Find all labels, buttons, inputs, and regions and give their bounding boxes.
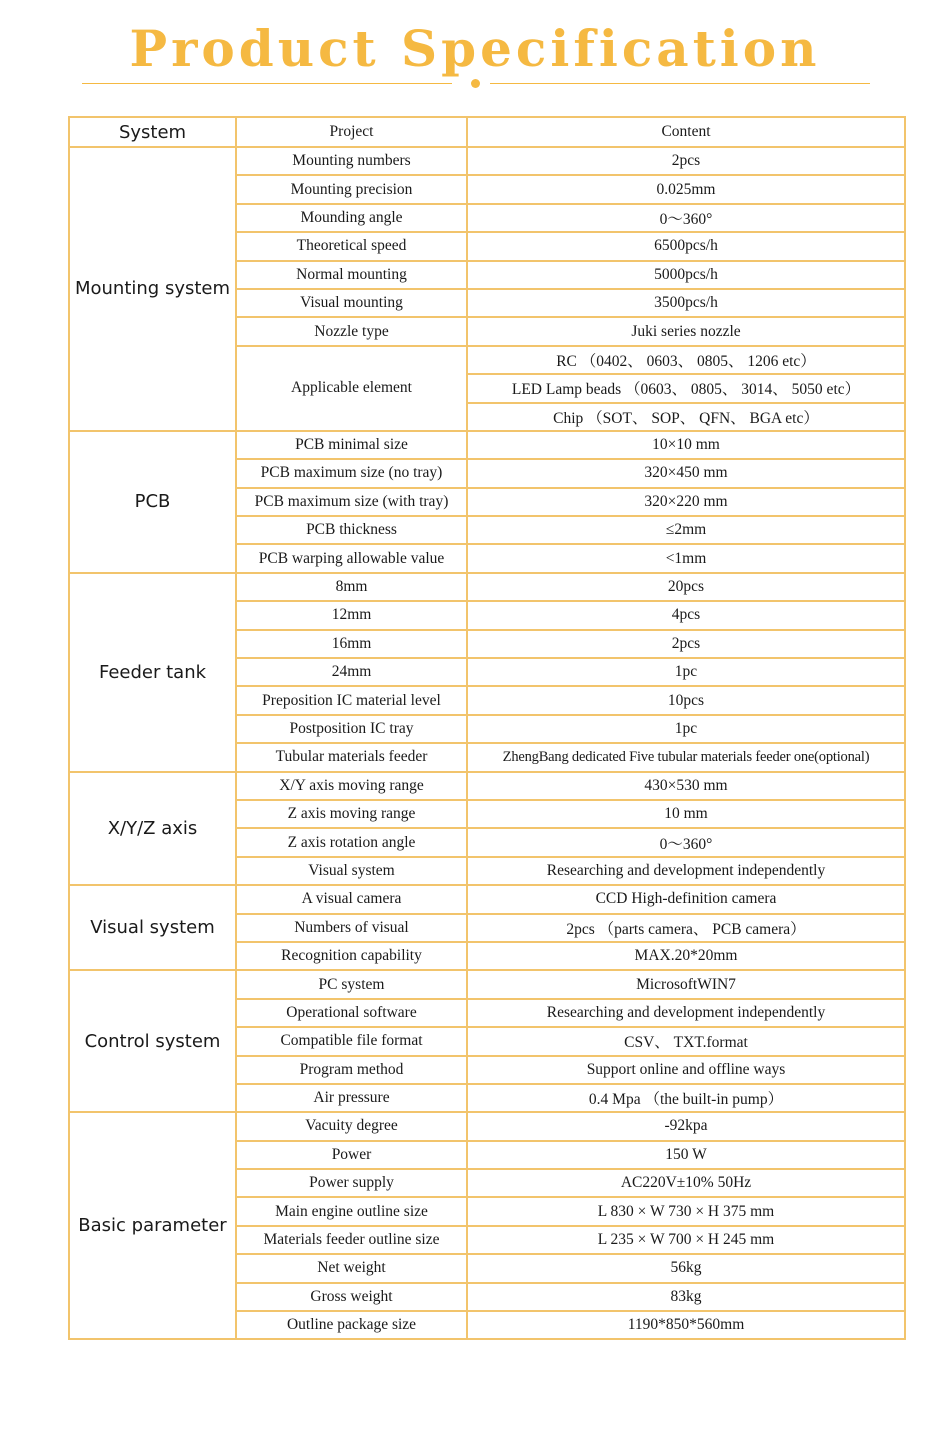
project-cell: Mounting precision — [236, 175, 467, 203]
project-cell: Recognition capability — [236, 942, 467, 970]
table-header-row — [69, 117, 905, 147]
table-row — [69, 885, 905, 913]
content-cell: <1mm — [467, 544, 905, 572]
project-cell: PCB minimal size — [236, 431, 467, 459]
content-cell: Researching and development independently — [467, 999, 905, 1027]
table-row — [69, 772, 905, 800]
project-cell: PCB maximum size (no tray) — [236, 459, 467, 487]
project-cell: 8mm — [236, 573, 467, 601]
content-cell: L 235 × W 700 × H 245 mm — [467, 1226, 905, 1254]
system-cell: Visual system — [69, 885, 236, 970]
project-cell: 12mm — [236, 601, 467, 629]
content-cell: MicrosoftWIN7 — [467, 970, 905, 998]
content-cell: 1pc — [467, 715, 905, 743]
project-cell: Net weight — [236, 1254, 467, 1282]
project-cell: Vacuity degree — [236, 1112, 467, 1140]
content-cell: 10 mm — [467, 800, 905, 828]
content-cell: 10×10 mm — [467, 431, 905, 459]
project-cell: Gross weight — [236, 1283, 467, 1311]
project-cell: Applicable element — [236, 346, 467, 431]
content-cell: ≤2mm — [467, 516, 905, 544]
table-row — [69, 431, 905, 459]
content-cell: Researching and development independently — [467, 857, 905, 885]
specification-table-body — [69, 117, 905, 1339]
project-cell: A visual camera — [236, 885, 467, 913]
project-cell: Mounting numbers — [236, 147, 467, 175]
column-header-content: Content — [467, 117, 905, 147]
specification-table — [68, 116, 906, 1340]
content-cell: MAX.20*20mm — [467, 942, 905, 970]
content-cell: CCD High-definition camera — [467, 885, 905, 913]
project-cell: Visual system — [236, 857, 467, 885]
project-cell: 16mm — [236, 630, 467, 658]
project-cell: Program method — [236, 1056, 467, 1084]
project-cell: Tubular materials feeder — [236, 743, 467, 771]
content-cell: 1pc — [467, 658, 905, 686]
project-cell: Power supply — [236, 1169, 467, 1197]
table-row — [69, 970, 905, 998]
content-cell: Support online and offline ways — [467, 1056, 905, 1084]
content-cell: 150 W — [467, 1141, 905, 1169]
content-cell: 83kg — [467, 1283, 905, 1311]
project-cell: Compatible file format — [236, 1027, 467, 1055]
system-cell: X/Y/Z axis — [69, 772, 236, 886]
project-cell: PC system — [236, 970, 467, 998]
content-cell: Chip （SOT、 SOP、 QFN、 BGA etc） — [467, 403, 905, 431]
content-cell: 2pcs — [467, 147, 905, 175]
project-cell: Nozzle type — [236, 317, 467, 345]
content-cell: 2pcs （parts camera、 PCB camera） — [467, 914, 905, 942]
content-cell: 0～360° — [467, 828, 905, 856]
content-cell: ZhengBang dedicated Five tubular materials feeder one(optional) — [467, 743, 905, 771]
title-divider-right — [490, 83, 870, 84]
project-cell: Postposition IC tray — [236, 715, 467, 743]
content-cell: 430×530 mm — [467, 772, 905, 800]
project-cell: Numbers of visual — [236, 914, 467, 942]
project-cell: Visual mounting — [236, 289, 467, 317]
project-cell: Air pressure — [236, 1084, 467, 1112]
content-cell: 56kg — [467, 1254, 905, 1282]
table-row — [69, 1112, 905, 1140]
project-cell: Outline package size — [236, 1311, 467, 1339]
column-header-project: Project — [236, 117, 467, 147]
project-cell: PCB thickness — [236, 516, 467, 544]
column-header-system: System — [69, 117, 236, 147]
content-cell: RC （0402、 0603、 0805、 1206 etc） — [467, 346, 905, 374]
content-cell: 4pcs — [467, 601, 905, 629]
system-cell: Feeder tank — [69, 573, 236, 772]
content-cell: 5000pcs/h — [467, 261, 905, 289]
project-cell: PCB maximum size (with tray) — [236, 488, 467, 516]
content-cell: 320×450 mm — [467, 459, 905, 487]
content-cell: 3500pcs/h — [467, 289, 905, 317]
content-cell: LED Lamp beads （0603、 0805、 3014、 5050 etc） — [467, 374, 905, 402]
content-cell: AC220V±10% 50Hz — [467, 1169, 905, 1197]
system-cell: Basic parameter — [69, 1112, 236, 1339]
content-cell: 10pcs — [467, 686, 905, 714]
project-cell: Z axis moving range — [236, 800, 467, 828]
table-row — [69, 147, 905, 175]
title-divider-left — [82, 83, 452, 84]
project-cell: Theoretical speed — [236, 232, 467, 260]
content-cell: 0.025mm — [467, 175, 905, 203]
content-cell: 0.4 Mpa （the built-in pump） — [467, 1084, 905, 1112]
title-divider-dot — [471, 79, 480, 88]
content-cell: 320×220 mm — [467, 488, 905, 516]
project-cell: Power — [236, 1141, 467, 1169]
project-cell: X/Y axis moving range — [236, 772, 467, 800]
project-cell: Z axis rotation angle — [236, 828, 467, 856]
content-cell: 0～360° — [467, 204, 905, 232]
project-cell: Preposition IC material level — [236, 686, 467, 714]
project-cell: Normal mounting — [236, 261, 467, 289]
page-title: Product Specification — [129, 19, 821, 78]
project-cell: Mounding angle — [236, 204, 467, 232]
content-cell: -92kpa — [467, 1112, 905, 1140]
system-cell: Mounting system — [69, 147, 236, 431]
project-cell: Main engine outline size — [236, 1197, 467, 1225]
content-cell: 1190*850*560mm — [467, 1311, 905, 1339]
content-cell: 2pcs — [467, 630, 905, 658]
content-cell: L 830 × W 730 × H 375 mm — [467, 1197, 905, 1225]
content-cell: 6500pcs/h — [467, 232, 905, 260]
project-cell: PCB warping allowable value — [236, 544, 467, 572]
content-cell: Juki series nozzle — [467, 317, 905, 345]
project-cell: Materials feeder outline size — [236, 1226, 467, 1254]
content-cell: 20pcs — [467, 573, 905, 601]
system-cell: PCB — [69, 431, 236, 573]
project-cell: Operational software — [236, 999, 467, 1027]
content-cell: CSV、 TXT.format — [467, 1027, 905, 1055]
table-row — [69, 573, 905, 601]
system-cell: Control system — [69, 970, 236, 1112]
project-cell: 24mm — [236, 658, 467, 686]
